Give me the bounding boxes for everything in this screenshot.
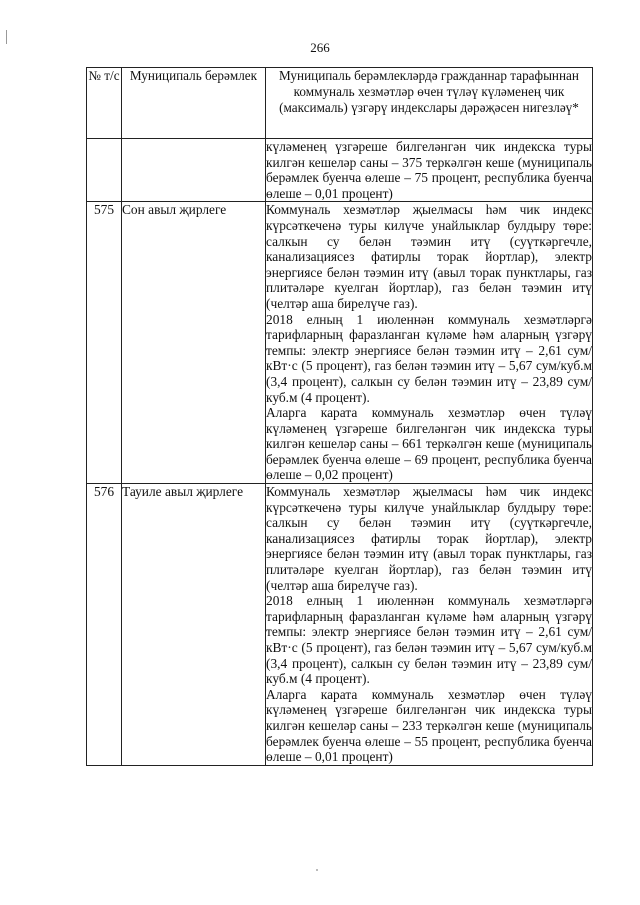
continuation-municipality-cell [122,139,266,202]
row-paragraph: 2018 елның 1 июленнән коммуналь хезмәтләргә тарифларның фаразланган күләме һәм аларның үзгәрү темпы: электр энергиясе белән тәэмин итү – 2,61 сум/кВт·с (5 процент), газ белән тәэмин итү – 5,67 сум/куб.м (3,4 процент), салкын су белән тәэмин итү – 23,89 сум/куб.м (4 процент). [266,311,592,405]
row-municipality: Тауиле авыл җирлеге [122,484,266,766]
header-municipality: Муниципаль берәмлек [122,68,266,139]
row-paragraph: Коммуналь хезмәтләр җыелмасы һәм чик индекс күрсәткеченә туры килүче унайлыклар булдыру төре: салкын су белән тәэмин итү (суүткәргечле, канализациясез фатирлы торак йортлар), электр энергиясе белән тәэмин итү (авыл торак пунктлары, газ плитәләре куелган йортлар), газ белән тәэмин итү (челтәр аша бирелүче газ). [266,202,592,311]
row-number: 576 [87,484,122,766]
row-paragraph: Коммуналь хезмәтләр җыелмасы һәм чик индекс күрсәткеченә туры килүче унайлыклар булдыру төре: салкын су белән тәэмин итү (суүткәргечле, канализациясез фатирлы торак йортлар), электр энергиясе белән тәэмин итү (авыл торак пунктлары, газ плитәләре куелган йортлар), газ белән тәэмин итү (челтәр аша бирелүче газ). [266,484,592,593]
table-row-continuation [87,139,593,202]
continuation-description-cell [266,139,593,202]
header-description: Муниципаль берәмлекләрдә гражданнар тарафыннан коммуналь хезмәтләр өчен түләү күләменең чик (максималь) үзгәрү индекслары дәрәҗәсен нигезләү* [266,68,593,139]
table-row [87,484,593,766]
page-number: 266 [310,40,330,55]
row-paragraph: 2018 елның 1 июленнән коммуналь хезмәтләргә тарифларның фаразланган күләме һәм аларның үзгәрү темпы: электр энергиясе белән тәэмин итү – 2,61 сум/кВт·с (5 процент), газ белән тәэмин итү – 5,67 сум/куб.м (3,4 процент), салкын су белән тәэмин итү – 23,89 сум/куб.м (4 процент). [266,593,592,687]
header-number: № т/с [87,68,122,139]
row-description [266,484,593,766]
row-number: 575 [87,202,122,484]
row-municipality: Сон авыл җирлеге [122,202,266,484]
row-paragraph: Аларга карата коммуналь хезмәтләр өчен түләү күләменең үзгәреше билгеләнгән чик индекска туры килгән кешеләр саны – 661 теркәлгән кеше (муниципаль берәмлек буенча өлеше – 69 процент, республика буенча өлеше – 0,02 процент) [266,405,592,483]
row-description [266,202,593,484]
table-row [87,202,593,484]
continuation-number-cell [87,139,122,202]
table-header-row [87,68,593,139]
continuation-paragraph: күләменең үзгәреше билгеләнгән чик индекска туры килгән кешеләр саны – 375 теркәлгән кеше (муниципаль берәмлек буенча өлеше – 75 процент, республика буенча өлеше – 0,01 процент) [266,139,592,201]
scan-speck [316,869,318,871]
row-paragraph: Аларга карата коммуналь хезмәтләр өчен түләү күләменең үзгәреше билгеләнгән чик индекска туры килгән кешеләр саны – 233 теркәлгән кеше (муниципаль берәмлек буенча өлеше – 55 процент, республика буенча өлеше – 0,01 процент) [266,686,592,765]
document-table [86,67,593,766]
